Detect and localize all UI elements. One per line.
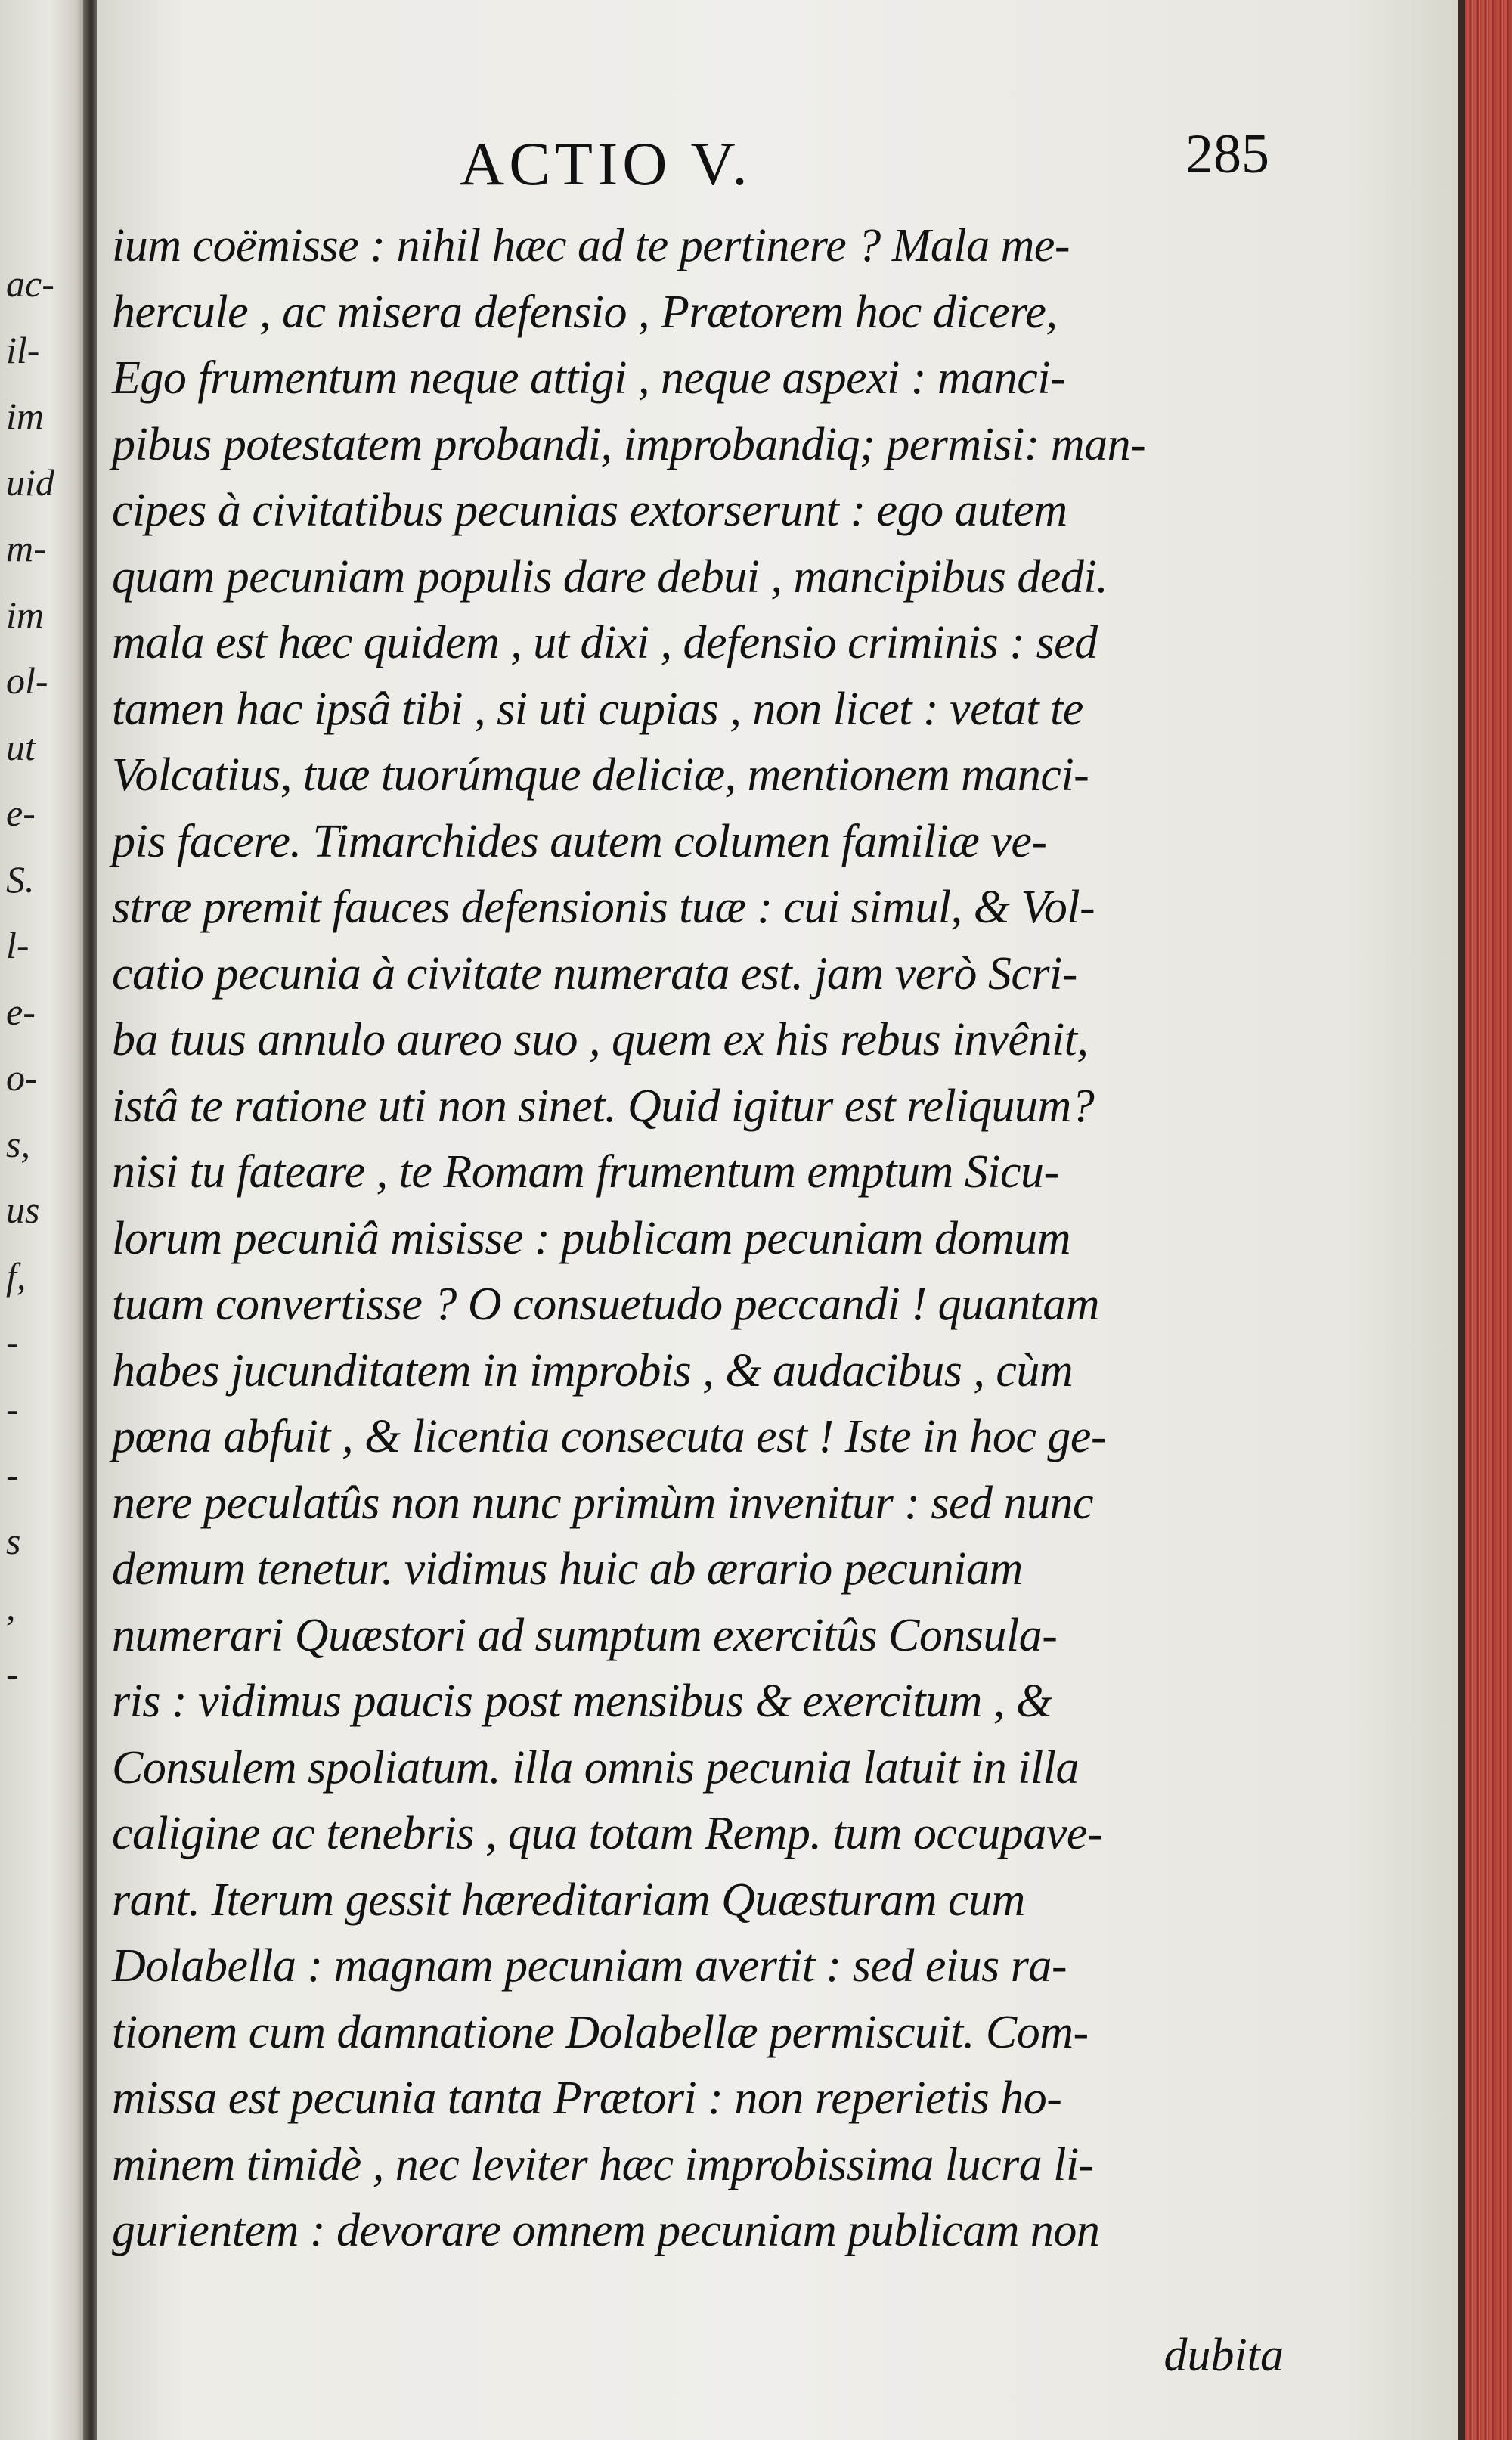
text-line: Consulem spoliatum. illa omnis pecunia latuit in illa <box>112 1741 1079 1794</box>
text-line: ium coëmisse : nihil hæc ad te pertinere ? Mala me- <box>112 220 1070 271</box>
text-line: minem timidè , nec leviter hæc improbissima lucra li- <box>112 2138 1094 2190</box>
text-line: Ego frumentum neque attigi , neque aspexi : manci- <box>112 352 1066 404</box>
text-line: ris : vidimus paucis post mensibus & exercitum , & <box>112 1676 1052 1727</box>
left-margin-fragment: S. <box>6 857 35 901</box>
left-margin-fragment: ol- <box>6 659 48 702</box>
left-margin-fragment: s <box>6 1519 21 1562</box>
text-line: stræ premit fauces defensionis tuæ : cui simul, & Vol- <box>112 882 1095 933</box>
text-line: caligine ac tenebris , qua totam Remp. tum occupave- <box>112 1808 1103 1859</box>
text-line: pœna abfuit , & licentia consecuta est ! Iste in hoc ge- <box>112 1411 1107 1462</box>
left-margin-fragment: im <box>6 395 44 437</box>
text-line: quam pecuniam populis dare debui , mancipibus dedi. <box>112 550 1108 603</box>
text-block <box>112 213 1352 2265</box>
catchword: dubita <box>1163 2330 1284 2381</box>
text-line: hercule , ac misera defensio , Prætorem hoc dicere, <box>112 286 1058 338</box>
left-margin-fragment: - <box>6 1387 19 1430</box>
text-line: nere peculatûs non nunc primùm invenitur : sed nunc <box>112 1477 1094 1529</box>
text-line: lorum pecuniâ misisse : publicam pecuniam domum <box>112 1212 1070 1264</box>
page-number: 285 <box>1185 123 1269 185</box>
left-margin-fragment: - <box>6 1651 19 1694</box>
text-line: rant. Iterum gessit hæreditariam Quæsturam cum <box>112 1874 1025 1926</box>
running-head <box>97 123 1458 212</box>
left-margin-fragment: im <box>6 593 44 636</box>
text-line: demum tenetur. vidimus huic ab ærario pecuniam <box>112 1543 1023 1595</box>
left-margin-fragment: , <box>6 1586 16 1628</box>
left-margin-fragment: e- <box>6 792 36 834</box>
red-page-edge <box>1458 0 1512 2440</box>
left-margin-fragment: uid <box>6 460 54 504</box>
text-line: ba tuus annulo aureo suo , quem ex his rebus invênit, <box>112 1014 1089 1065</box>
left-margin-fragment: s, <box>6 1122 30 1165</box>
right-page <box>97 0 1458 2440</box>
text-line: Volcatius, tuæ tuorúmque deliciæ, mentionem manci- <box>112 749 1089 801</box>
text-line: catio pecunia à civitate numerata est. jam verò Scri- <box>112 947 1077 1000</box>
running-title: ACTIO V. <box>460 129 752 198</box>
text-line: mala est hæc quidem , ut dixi , defensio criminis : sed <box>112 617 1098 668</box>
left-margin-fragment: ut <box>6 725 36 768</box>
text-line: tuam convertisse ? O consuetudo peccandi ! quantam <box>112 1279 1100 1330</box>
text-line: Dolabella : magnam pecuniam avertit : sed eius ra- <box>112 1940 1067 1992</box>
left-page-fragment <box>0 0 89 2440</box>
left-margin-fragment: f, <box>6 1254 26 1298</box>
text-line: nisi tu fateare , te Romam frumentum emptum Sicu- <box>112 1146 1059 1198</box>
left-margin-fragment: l- <box>6 924 29 966</box>
text-line: numerari Quæstori ad sumptum exercitûs Consula- <box>112 1609 1058 1661</box>
left-margin-fragment: - <box>6 1321 19 1363</box>
left-margin-fragment: o- <box>6 1056 38 1099</box>
text-line: pis facere. Timarchides autem columen familiæ ve- <box>112 815 1047 867</box>
left-margin-fragment: - <box>6 1453 19 1496</box>
left-margin-fragment: il- <box>6 328 40 371</box>
left-margin-fragment: ac- <box>6 262 54 305</box>
text-line: missa est pecunia tanta Prætori : non reperietis ho- <box>112 2073 1062 2124</box>
text-line: cipes à civitatibus pecunias extorserunt : ego autem <box>112 485 1067 536</box>
text-line: tamen hac ipsâ tibi , si uti cupias , non licet : vetat te <box>112 683 1083 735</box>
text-line: istâ te ratione uti non sinet. Quid igitur est reliquum? <box>112 1080 1095 1132</box>
left-margin-fragment: e- <box>6 990 36 1033</box>
left-margin-fragment: m- <box>6 527 46 569</box>
text-line: habes jucunditatem in improbis , & audacibus , cùm <box>112 1344 1074 1397</box>
left-margin-fragment: us <box>6 1189 40 1231</box>
text-line: gurientem : devorare omnem pecuniam publicam non <box>112 2205 1100 2256</box>
text-line: tionem cum damnatione Dolabellæ permiscuit. Com- <box>112 2006 1089 2058</box>
text-line: pibus potestatem probandi, improbandiq; permisi: man- <box>112 418 1146 470</box>
